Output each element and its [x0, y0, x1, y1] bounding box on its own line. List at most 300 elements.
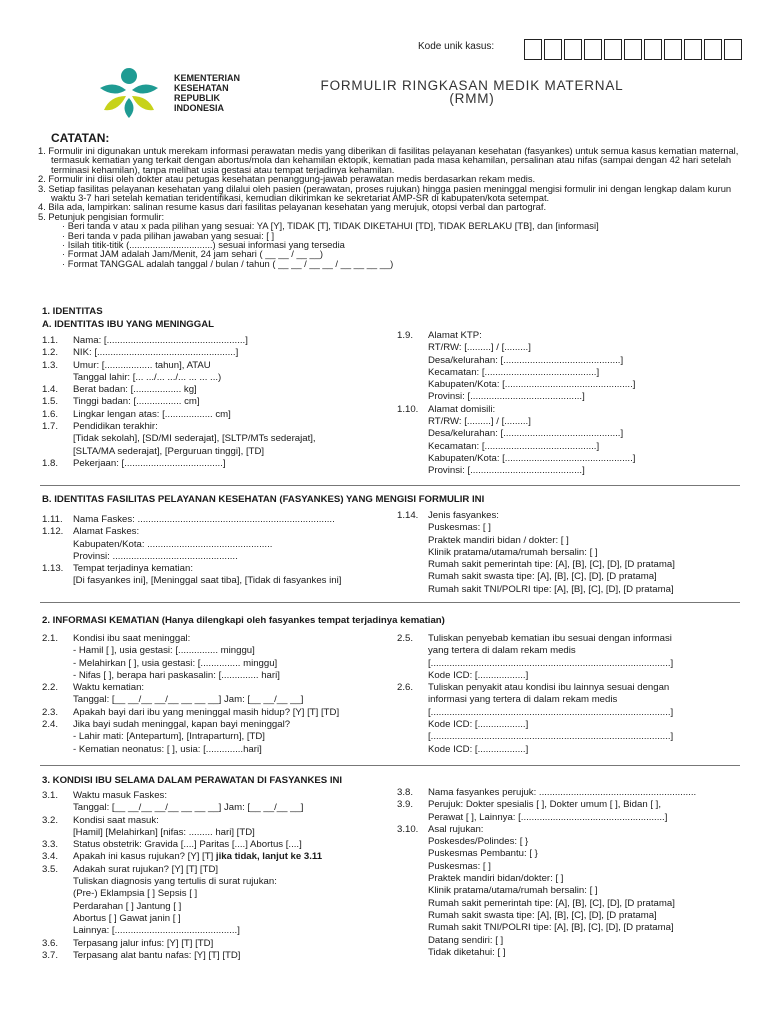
item-text[interactable]: Rumah sakit swasta tipe: [A], [B], [C], [D], [D pratama]: [428, 571, 657, 583]
item-text[interactable]: Perdarahan [ ] Jantung [ ]: [73, 900, 182, 912]
item-text[interactable]: Alamat Faskes:: [73, 526, 140, 538]
form-item: [397, 547, 742, 559]
item-text[interactable]: Nama: [....................................................]: [73, 335, 248, 346]
form-item: [397, 404, 742, 416]
item-number: [397, 453, 428, 465]
item-text[interactable]: Apakah bayi dari ibu yang meninggal masih hidup? [Y] [T] [TD]: [73, 706, 340, 718]
item-number: [397, 416, 428, 428]
item-text[interactable]: Apakah ini kasus rujukan? [Y] [T]: [73, 851, 214, 863]
form-item: [397, 535, 742, 547]
form-item: [397, 885, 742, 897]
item-text[interactable]: Rumah sakit pemerintah tipe: [A], [B], [C], [D], [D pratama]: [428, 897, 675, 909]
item-text[interactable]: (Pre-) Eklampsia [ ] Sepsis [ ]: [73, 888, 198, 900]
kode-box[interactable]: [724, 39, 742, 60]
item-text[interactable]: [..........................................................................................]: [428, 731, 674, 743]
form-item: [42, 409, 387, 421]
item-number: [397, 428, 428, 440]
item-number: 1.2.: [42, 347, 59, 359]
item-text[interactable]: Umur: [.................. tahun], ATAU: [73, 359, 211, 371]
item-text[interactable]: Jika bayi sudah meninggal, kapan bayi meninggal?: [73, 719, 291, 731]
form-item: [397, 645, 742, 657]
item-text[interactable]: Asal rujukan:: [428, 823, 484, 835]
section-b-title: B. IDENTITAS FASILITAS PELAYANAN KESEHATAN (FASYANKES) YANG MENGISI FORMULIR INI: [42, 494, 485, 505]
form-item: [397, 682, 742, 694]
item-number: 1.11.: [42, 514, 63, 525]
form-item: [397, 824, 742, 836]
item-number: 1.5.: [42, 396, 59, 408]
item-number: [397, 812, 428, 824]
item-text[interactable]: - Lahir mati: [Antepartum], [Intraparturn], [TD]: [73, 731, 265, 743]
item-text[interactable]: Alamat domisili:: [428, 403, 496, 415]
item-text[interactable]: Kecamatan: [..........................................]: [428, 440, 600, 452]
item-text[interactable]: Kabupaten/Kota: [................................................]: [428, 379, 636, 391]
item-number: 1.13.: [42, 563, 64, 575]
catatan-item: 1. Formulir ini digunakan untuk merekam informasi perawatan medis yang diberikan di fasilitas pelayanan kesehatan (fasyankes) untuk semua kasus kematian maternal, termasuk kematian yang terkait dengan abortus/mola dan kehamilan ektopik, kematian pada masa kehamilan, persalinan atau nifas (sampai dengan 42 hari setelah terminasi kehamilan), tanpa melihat usia gestasi atau tempat terjadinya kehamilan.: [38, 145, 739, 175]
form-item: [42, 790, 392, 802]
divider: [40, 765, 740, 766]
form-item: [397, 510, 742, 522]
item-text[interactable]: Perawat [ ], Lainnya: [......................................................]: [428, 811, 668, 823]
form-item: [42, 864, 392, 876]
item-text[interactable]: Pendidikan terakhir:: [73, 421, 158, 433]
section-1a-title: A. IDENTITAS IBU YANG MENINGGAL: [42, 319, 214, 330]
form-item: [42, 925, 392, 937]
item-text[interactable]: RT/RW: [.........] / [.........]: [428, 416, 531, 428]
form-item: [42, 539, 402, 551]
item-number: [397, 559, 428, 571]
item-number: [397, 947, 428, 959]
kode-unik-label: Kode unik kasus:: [418, 41, 495, 52]
form-item: [397, 787, 742, 799]
item-text[interactable]: Jenis fasyankes:: [428, 510, 499, 521]
form-item: [397, 391, 742, 403]
form-item: [397, 848, 742, 860]
item-number: [397, 658, 428, 670]
item-text[interactable]: Terpasang jalur infus: [Y] [T] [TD]: [73, 937, 214, 949]
form-item: [397, 355, 742, 367]
item-number: 1.3.: [42, 359, 59, 371]
item-number: [397, 645, 428, 657]
item-number: [397, 584, 428, 596]
form-item: [42, 802, 392, 814]
form-item: [42, 360, 387, 372]
form-item: [42, 719, 392, 731]
form-item: [397, 559, 742, 571]
item-text[interactable]: yang tertera di dalam rekam medis: [428, 645, 576, 657]
item-text[interactable]: [Tidak sekolah], [SD/MI sederajat], [SLTP/MTs sederajat],: [73, 433, 316, 445]
item-text[interactable]: Provinsi: [..........................................]: [428, 391, 585, 403]
catatan-subitem: · Format TANGGAL adalah tanggal / bulan / tahun ( __ __ / __ __ / __ __ __ __): [62, 257, 394, 269]
item-number: 1.7.: [42, 421, 59, 433]
form-item: [42, 563, 402, 575]
item-note: jika tidak, lanjut ke 3.11: [213, 851, 323, 863]
form-item: [42, 876, 392, 888]
item-text[interactable]: Praktek mandiri bidan/dokter: [ ]: [428, 873, 564, 885]
item-number: [397, 522, 428, 534]
form-item: [397, 379, 742, 391]
item-number: [397, 861, 428, 873]
kode-box[interactable]: [624, 39, 642, 60]
form-item: [42, 901, 392, 913]
kode-box[interactable]: [524, 39, 542, 60]
kode-box[interactable]: [564, 39, 582, 60]
kode-box[interactable]: [604, 39, 622, 60]
item-number: [42, 913, 73, 925]
form-item: [42, 433, 387, 445]
item-text[interactable]: Kode ICD: [..................]: [428, 719, 529, 731]
sb-right: [397, 510, 742, 596]
catatan-item: 3. Setiap fasilitas pelayanan kesehatan yang dilalui oleh pasien (perawatan, proses rujukan) hingga pasien meninggal mengisi formulir ini dengan lengkap dalam kurun waktu 3-7 hari setelah kematian teridentifikasi, kemudian dikirimkan ke sekretariat AMP-SR di kabupaten/kota setempat.: [38, 182, 732, 204]
item-number: [42, 876, 73, 888]
divider: [40, 602, 740, 603]
item-text[interactable]: Nama Faskes: ..........................................................................: [73, 514, 335, 525]
section-2-title: 2. INFORMASI KEMATIAN (Hanya dilengkapi oleh fasyankes tempat terjadinya kematian): [42, 615, 445, 626]
item-number: [42, 551, 73, 563]
form-item: [397, 861, 742, 873]
item-text[interactable]: - Nifas [ ], berapa hari paskasalin: [.............. hari]: [73, 669, 280, 681]
form-item: [397, 633, 742, 645]
item-number: 1.12.: [42, 526, 64, 538]
logo-line: INDONESIA: [174, 103, 225, 113]
item-text[interactable]: Lingkar lengan atas: [.................. cm]: [73, 408, 231, 420]
section-3-title: 3. KONDISI IBU SELAMA DALAM PERAWATAN DI FASYANKES INI: [42, 775, 343, 786]
item-text[interactable]: Rumah sakit TNI/POLRI tipe: [A], [B], [C], [D], [D pratama]: [428, 583, 674, 595]
item-text[interactable]: Rumah sakit TNI/POLRI tipe: [A], [B], [C], [D], [D pratama]: [428, 922, 674, 934]
item-text[interactable]: Klinik pratama/utama/rumah bersalin: [ ]: [428, 546, 598, 558]
form-item: [42, 827, 392, 839]
form-item: [397, 367, 742, 379]
form-item: [42, 551, 402, 563]
item-text[interactable]: Tuliskan diagnosis yang tertulis di surat rujukan:: [73, 876, 277, 888]
catatan-item: 4. Bila ada, lampirkan: salinan resume kasus dari fasilitas pelayanan kesehatan yang merujuk, otopsi verbal dan partograf.: [38, 201, 547, 213]
form-item: [397, 898, 742, 910]
item-text[interactable]: Provinsi: ...............................................: [73, 550, 238, 562]
form-item: [397, 731, 742, 743]
form-item: [397, 719, 742, 731]
item-number: 3.1.: [42, 790, 59, 801]
item-number: 3.3.: [42, 839, 59, 851]
form-item: [397, 836, 742, 848]
logo-line: KESEHATAN: [174, 83, 229, 93]
item-number: [42, 446, 73, 458]
item-number: [42, 372, 73, 384]
form-item: [397, 465, 742, 477]
form-item: [42, 682, 392, 694]
form-item: [397, 416, 742, 428]
kemenkes-logo-icon: [96, 66, 162, 121]
item-number: [42, 433, 73, 445]
form-item: [42, 938, 392, 950]
form-item: [42, 384, 387, 396]
kode-box[interactable]: [544, 39, 562, 60]
item-text[interactable]: Tanggal: [__ __/__ __/__ __ __ __] Jam: [__ __/__ __]: [73, 694, 304, 706]
form-item: [397, 812, 742, 824]
item-text[interactable]: Waktu kematian:: [73, 682, 145, 694]
item-number: [42, 694, 73, 706]
s1-left: [42, 335, 387, 470]
item-text[interactable]: Terpasang alat bantu nafas: [Y] [T] [TD]: [73, 949, 241, 961]
item-number: 1.9.: [397, 330, 414, 341]
item-number: [397, 744, 428, 756]
form-item: [397, 453, 742, 465]
item-text[interactable]: NIK: [....................................................]: [73, 347, 239, 359]
form-item: [42, 744, 392, 756]
form-item: [397, 799, 742, 811]
form-item: [42, 694, 392, 706]
form-item: [42, 851, 392, 863]
item-number: 3.10.: [397, 823, 419, 835]
item-number: [397, 547, 428, 559]
form-item: [42, 446, 387, 458]
form-item: [42, 335, 387, 347]
form-item: [42, 888, 392, 900]
item-number: [397, 571, 428, 583]
item-number: [397, 441, 428, 453]
item-number: [42, 731, 73, 743]
title-line: (RMM): [449, 91, 495, 106]
item-text[interactable]: Rumah sakit pemerintah tipe: [A], [B], [C], [D], [D pratama]: [428, 559, 675, 571]
item-number: [397, 910, 428, 922]
item-text[interactable]: Puskesmas: [ ]: [428, 860, 491, 872]
item-text[interactable]: Puskesmas: [ ]: [428, 522, 491, 534]
catatan-title: CATATAN:: [51, 131, 110, 145]
item-number: [397, 342, 428, 354]
item-number: [397, 355, 428, 367]
form-item: [42, 658, 392, 670]
item-number: 2.2.: [42, 682, 59, 694]
item-number: [397, 836, 428, 848]
item-text[interactable]: [..........................................................................................]: [428, 657, 674, 669]
item-text[interactable]: Waktu masuk Faskes:: [73, 790, 168, 801]
kemenkes-logo-text: [174, 73, 240, 113]
form-item: [397, 428, 742, 440]
logo-line: KEMENTERIAN: [174, 73, 241, 83]
item-text[interactable]: Perujuk: Dokter spesialis [ ], Dokter umum [ ], Bidan [ ],: [428, 799, 661, 811]
item-number: 3.6.: [42, 937, 59, 949]
item-number: 1.6.: [42, 408, 59, 420]
form-item: [397, 744, 742, 756]
item-text[interactable]: - Hamil [ ], usia gestasi: [............... minggu]: [73, 645, 255, 657]
item-number: 2.4.: [42, 719, 59, 731]
form-item: [42, 707, 392, 719]
item-text[interactable]: Tanggal: [__ __/__ __/__ __ __ __] Jam: [__ __/__ __]: [73, 802, 304, 814]
item-text[interactable]: Tuliskan penyebab kematian ibu sesuai dengan informasi: [428, 633, 672, 644]
item-number: 2.5.: [397, 633, 414, 644]
form-item: [42, 514, 402, 526]
form-item: [397, 658, 742, 670]
item-number: [42, 888, 73, 900]
catatan-subitem: · Beri tanda v pada pilihan jawaban yang sesuai: [ ]: [62, 229, 275, 241]
item-text[interactable]: Provinsi: [..........................................]: [428, 465, 585, 477]
item-text[interactable]: [Hamil] [Melahirkan] [nifas: ......... hari] [TD]: [73, 826, 255, 838]
item-number: [397, 898, 428, 910]
item-number: [42, 901, 73, 913]
form-item: [397, 571, 742, 583]
item-number: 1.1.: [42, 335, 59, 346]
item-number: 3.5.: [42, 863, 59, 875]
form-item: [42, 815, 392, 827]
item-text[interactable]: Pekerjaan: [.....................................]: [73, 457, 226, 469]
item-text[interactable]: [SLTA/MA sederajat], [Perguruan tinggi], [TD]: [73, 445, 265, 457]
form-item: [397, 910, 742, 922]
form-item: [397, 694, 742, 706]
item-text[interactable]: - Kematian neonatus: [ ], usia: [..............hari]: [73, 743, 262, 755]
s1-right: [397, 330, 742, 478]
item-number: [42, 925, 73, 937]
item-number: [397, 848, 428, 860]
form-item: [397, 584, 742, 596]
item-text[interactable]: Puskesmas Pembantu: [ }: [428, 848, 538, 860]
item-number: 2.3.: [42, 706, 59, 718]
item-number: [42, 575, 73, 587]
item-text[interactable]: Adakah surat rujukan? [Y] [T] [TD]: [73, 863, 219, 875]
item-number: [397, 694, 428, 706]
form-item: [42, 633, 392, 645]
catatan-list: [38, 146, 750, 268]
item-text[interactable]: Kondisi ibu saat meninggal:: [73, 633, 191, 644]
item-number: 3.9.: [397, 799, 414, 811]
item-text[interactable]: Nama fasyankes perujuk: ...........................................................: [428, 787, 697, 798]
form-item: [397, 922, 742, 934]
s3-left: [42, 790, 392, 962]
form-item: [397, 935, 742, 947]
kode-box[interactable]: [704, 39, 722, 60]
item-number: 3.8.: [397, 787, 414, 798]
item-text[interactable]: Kecamatan: [..........................................]: [428, 366, 600, 378]
item-number: [397, 391, 428, 403]
form-title: [268, 79, 676, 105]
form-item: [42, 421, 387, 433]
form-item: [42, 458, 387, 470]
item-text[interactable]: Lainnya: [..............................................]: [73, 925, 240, 937]
catatan-subitem: · Beri tanda v atau x pada pilihan yang sesuai: YA [Y], TIDAK [T], TIDAK DIKETAHUI [TD], TIDAK BERLAKU [TB], dan [informasi]: [62, 220, 599, 232]
title-line: FORMULIR RINGKASAN MEDIK MATERNAL: [320, 78, 624, 93]
section-1-title: 1. IDENTITAS: [42, 306, 103, 317]
catatan-item: 2. Formulir ini diisi oleh dokter atau petugas kesehatan penanggung-jawab perawatan medis berdasarkan rekam medis.: [38, 173, 536, 185]
item-number: [397, 465, 428, 477]
s2-right: [397, 633, 742, 756]
form-item: [42, 575, 402, 587]
s2-left: [42, 633, 392, 756]
form-item: [42, 950, 392, 962]
item-number: 2.6.: [397, 682, 414, 694]
form-item: [397, 707, 742, 719]
form-item: [397, 441, 742, 453]
form-item: [397, 947, 742, 959]
item-number: 3.2.: [42, 814, 59, 826]
item-text[interactable]: [Di fasyankes ini], [Meninggal saat tiba], [Tidak di fasyankes ini]: [73, 575, 342, 587]
kode-unik-boxes: [524, 39, 744, 60]
item-text[interactable]: Kode ICD: [..................]: [428, 669, 529, 681]
item-number: [397, 707, 428, 719]
item-number: [42, 670, 73, 682]
item-text[interactable]: Desa/kelurahan: [............................................]: [428, 428, 624, 440]
catatan-subitem: · Isilah titik-titik (................................) sesuai informasi yang tersedia: [62, 239, 345, 251]
form-item: [397, 873, 742, 885]
item-text[interactable]: Tidak diketahui: [ ]: [428, 946, 506, 958]
form-item: [42, 839, 392, 851]
s3-right: [397, 787, 742, 959]
item-text[interactable]: Kondisi saat masuk:: [73, 814, 159, 826]
item-number: [42, 802, 73, 814]
item-number: 3.7.: [42, 949, 59, 961]
item-number: 2.1.: [42, 633, 59, 644]
kode-box[interactable]: [684, 39, 702, 60]
catatan-subitem: · Format JAM adalah Jam/Menit, 24 jam sehari ( __ __ / __ __): [62, 248, 324, 260]
item-number: 1.14.: [397, 510, 419, 521]
item-number: [42, 827, 73, 839]
item-number: [397, 719, 428, 731]
form-item: [42, 347, 387, 359]
item-number: 3.4.: [42, 851, 59, 863]
item-text[interactable]: Desa/kelurahan: [............................................]: [428, 354, 624, 366]
item-number: [42, 539, 73, 551]
item-text[interactable]: Datang sendiri: [ ]: [428, 934, 504, 946]
item-text[interactable]: Kode ICD: [..................]: [428, 743, 529, 755]
form-item: [42, 396, 387, 408]
item-number: [397, 379, 428, 391]
item-number: 1.8.: [42, 457, 59, 469]
form-item: [397, 330, 742, 342]
form-item: [42, 913, 392, 925]
item-text[interactable]: RT/RW: [.........] / [.........]: [428, 342, 531, 354]
catatan-item: 5. Petunjuk pengisian formulir:: [38, 210, 165, 222]
item-text[interactable]: Kabupaten/Kota: [................................................]: [428, 452, 636, 464]
item-text[interactable]: Tuliskan penyakit atau kondisi ibu lainnya sesuai dengan: [428, 682, 670, 694]
item-number: 1.4.: [42, 384, 59, 396]
item-text[interactable]: informasi yang tertera di dalam rekam medis: [428, 694, 618, 706]
item-number: [397, 922, 428, 934]
item-text[interactable]: Abortus [ ] Gawat janin [ ]: [73, 912, 181, 924]
item-text[interactable]: Kabupaten/Kota: ...............................................: [73, 538, 273, 550]
item-text[interactable]: Tinggi badan: [................. cm]: [73, 396, 200, 408]
item-number: [397, 535, 428, 547]
form-item: [42, 670, 392, 682]
item-number: [42, 658, 73, 670]
item-text[interactable]: - Melahirkan [ ], usia gestasi: [............... minggu]: [73, 657, 278, 669]
item-number: [397, 367, 428, 379]
item-number: [42, 645, 73, 657]
item-text[interactable]: Rumah sakit swasta tipe: [A], [B], [C], [D], [D pratama]: [428, 909, 657, 921]
sb-left: [42, 514, 402, 588]
item-number: [397, 885, 428, 897]
divider: [40, 485, 740, 486]
kode-box[interactable]: [664, 39, 682, 60]
kode-box[interactable]: [644, 39, 662, 60]
item-text[interactable]: Poskesdes/Polindes: [ }: [428, 836, 529, 848]
form-item: [397, 522, 742, 534]
form-item: [42, 645, 392, 657]
logo-line: REPUBLIK: [174, 93, 221, 103]
item-number: [397, 731, 428, 743]
item-text[interactable]: Berat badan: [.................. kg]: [73, 384, 197, 396]
form-item: [397, 670, 742, 682]
item-number: [397, 873, 428, 885]
item-text[interactable]: Klinik pratama/utama/rumah bersalin: [ ]: [428, 885, 598, 897]
item-text[interactable]: Status obstetrik: Gravida [....] Paritas [....] Abortus [....]: [73, 839, 302, 851]
item-text[interactable]: Tempat terjadinya kematian:: [73, 563, 193, 575]
kode-box[interactable]: [584, 39, 602, 60]
item-number: 1.10.: [397, 403, 419, 415]
item-text[interactable]: Tanggal lahir: [... .../... .../... ... ... ...): [73, 371, 222, 383]
item-text[interactable]: Alamat KTP:: [428, 330, 482, 341]
form-item: [42, 372, 387, 384]
item-number: [397, 935, 428, 947]
form-item: [397, 342, 742, 354]
item-text[interactable]: [..........................................................................................]: [428, 706, 674, 718]
item-text[interactable]: Praktek mandiri bidan / dokter: [ ]: [428, 534, 569, 546]
form-item: [42, 526, 402, 538]
